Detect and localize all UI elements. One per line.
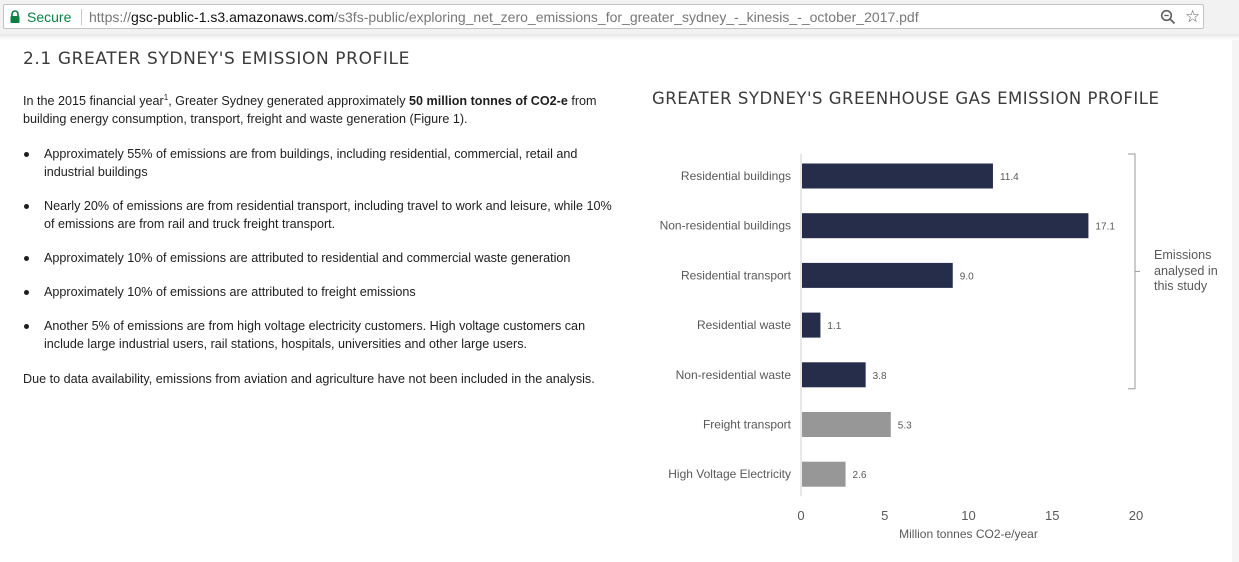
bar-freight-transport: [802, 412, 891, 437]
bar-non-residential-waste: [802, 362, 866, 387]
value-label: 2.6: [852, 470, 867, 482]
bullet-dot: [24, 152, 29, 157]
category-label: Non-residential waste: [675, 367, 791, 382]
bullet-text: Another 5% of emissions are from high voltage electricity customers. High voltage customers can include large industrial users, rail stations, hospitals, universities and other large users.: [44, 319, 586, 351]
category-label: Non-residential buildings: [659, 218, 791, 233]
intro-paragraph: [23, 92, 623, 128]
bullet-item: [23, 283, 623, 301]
bullet-item: [23, 145, 623, 181]
chart-title: GREATER SYDNEY'S GREENHOUSE GAS EMISSION PROFILE: [652, 89, 1160, 108]
intro-before: In the 2015 financial year: [23, 94, 164, 108]
section-title: 2.1 GREATER SYDNEY'S EMISSION PROFILE: [23, 49, 410, 69]
x-axis-label: Million tonnes CO2-e/year: [899, 527, 1038, 542]
emission-bar-chart: [640, 140, 1239, 550]
bullet-item: [23, 197, 623, 233]
value-label: 1.1: [827, 321, 842, 333]
bullet-item: [23, 249, 623, 267]
lock-icon[interactable]: [9, 10, 21, 24]
footnote-ref: 1: [163, 93, 169, 102]
intro-bold: 50 million tonnes of CO2-e: [409, 94, 568, 108]
zoom-icon[interactable]: [1160, 9, 1176, 25]
x-tick-label: 0: [797, 508, 805, 524]
x-tick-label: 15: [1045, 508, 1060, 524]
bullet-text: Nearly 20% of emissions are from residential transport, including travel to work and leisure, while 10% of emissions are from rail and truck freight transport.: [44, 199, 612, 231]
bullet-text: Approximately 55% of emissions are from buildings, including residential, commercial, retail and industrial buildings: [44, 147, 578, 179]
value-label: 3.8: [872, 370, 887, 382]
value-label: 5.3: [897, 420, 912, 432]
star-icon[interactable]: ☆: [1185, 7, 1201, 26]
bar-high-voltage-electricity: [802, 462, 846, 487]
intro-middle: , Greater Sydney generated approximately: [168, 94, 409, 108]
url-scheme: https://: [89, 9, 132, 25]
value-label: 17.1: [1095, 221, 1115, 233]
bullet-dot: [24, 324, 29, 329]
closing-paragraph: Due to data availability, emissions from aviation and agriculture have not been included in the analysis.: [23, 372, 595, 386]
url-text[interactable]: [89, 9, 919, 25]
bullet-text: Approximately 10% of emissions are attributed to residential and commercial waste generation: [44, 251, 571, 265]
value-label: 11.4: [999, 172, 1019, 183]
url-host: gsc-public-1.s3.amazonaws.com: [131, 9, 335, 25]
x-tick-label: 10: [961, 508, 976, 524]
bar-residential-transport: [802, 263, 953, 288]
bullet-dot: [24, 290, 29, 295]
category-label: High Voltage Electricity: [668, 467, 791, 482]
bracket-annotation: Emissions analysed in this study: [1154, 248, 1218, 293]
category-label: Residential transport: [680, 268, 791, 283]
category-label: Freight transport: [702, 417, 791, 432]
value-label: 9.0: [959, 271, 974, 283]
address-separator: [81, 9, 82, 25]
analysis-bracket: [1128, 154, 1140, 389]
bullet-list: [23, 145, 623, 369]
category-label: Residential waste: [696, 318, 791, 333]
bullet-dot: [24, 204, 29, 209]
category-label: Residential buildings: [680, 169, 791, 183]
bar-non-residential-buildings: [802, 213, 1088, 238]
bullet-item: [23, 317, 623, 353]
x-tick-label: 5: [881, 508, 889, 524]
bullet-text: Approximately 10% of emissions are attributed to freight emissions: [44, 285, 416, 299]
bar-residential-waste: [802, 313, 820, 338]
page-top-shadow: [0, 34, 1239, 40]
url-path: /s3fs-public/exploring_net_zero_emissions_for_greater_sydney_-_kinesis_-_october_2017.pdf: [334, 9, 919, 25]
bullet-dot: [24, 256, 29, 261]
omnibox[interactable]: [3, 4, 1204, 29]
browser-address-bar: [0, 0, 1239, 34]
intro-after: from building energy consumption, transport, freight and waste generation (Figure 1).: [23, 94, 597, 126]
secure-label[interactable]: Secure: [27, 9, 72, 25]
bar-residential-buildings: [802, 164, 993, 189]
x-tick-label: 20: [1128, 508, 1144, 524]
